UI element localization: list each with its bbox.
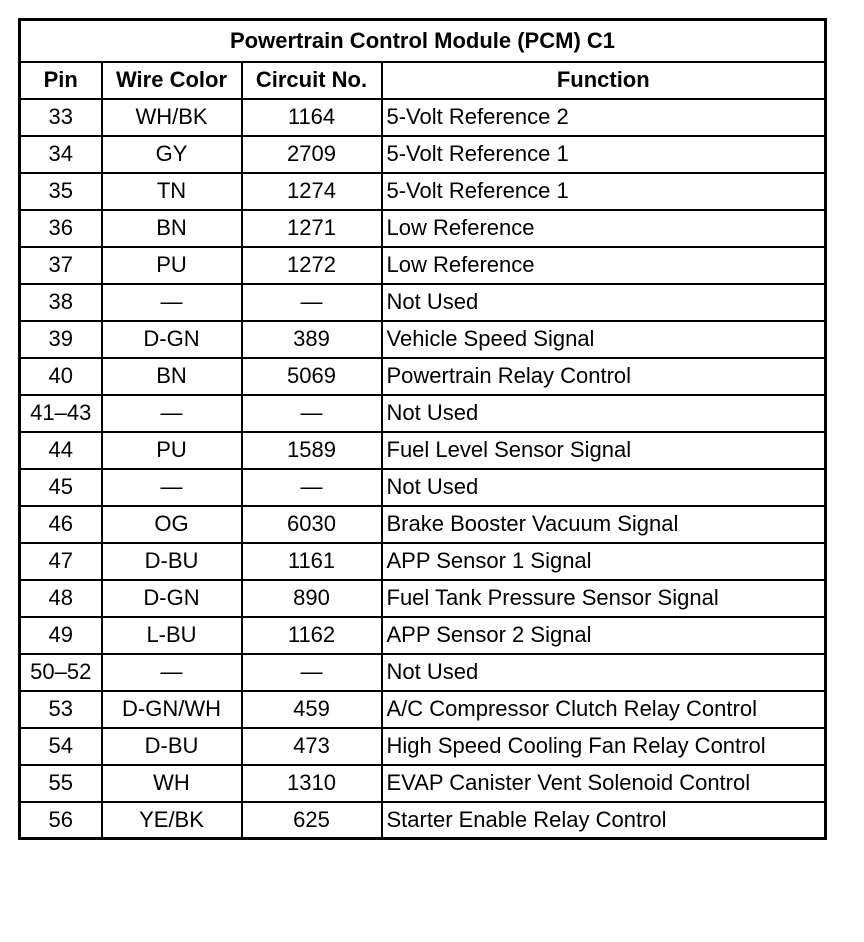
table-row — [20, 691, 826, 728]
cell-circuit-no: — — [242, 469, 382, 506]
cell-wire-color: D-GN/WH — [102, 691, 242, 728]
cell-wire-color: — — [102, 284, 242, 321]
cell-circuit-no: — — [242, 395, 382, 432]
cell-wire-color: TN — [102, 173, 242, 210]
cell-circuit-no: — — [242, 284, 382, 321]
table-row — [20, 395, 826, 432]
cell-pin: 36 — [20, 210, 102, 247]
cell-circuit-no: 2709 — [242, 136, 382, 173]
cell-circuit-no: 1589 — [242, 432, 382, 469]
cell-circuit-no: 459 — [242, 691, 382, 728]
cell-function: 5-Volt Reference 2 — [382, 99, 826, 136]
table-row — [20, 543, 826, 580]
cell-circuit-no: 890 — [242, 580, 382, 617]
cell-function: Low Reference — [382, 210, 826, 247]
cell-wire-color: D-GN — [102, 580, 242, 617]
cell-wire-color: D-GN — [102, 321, 242, 358]
cell-pin: 55 — [20, 765, 102, 802]
cell-wire-color: — — [102, 395, 242, 432]
table-row — [20, 580, 826, 617]
cell-circuit-no: 473 — [242, 728, 382, 765]
cell-circuit-no: 389 — [242, 321, 382, 358]
table-row — [20, 728, 826, 765]
cell-pin: 48 — [20, 580, 102, 617]
cell-function: APP Sensor 1 Signal — [382, 543, 826, 580]
table-row — [20, 654, 826, 691]
header-wire-color: Wire Color — [102, 62, 242, 99]
cell-pin: 39 — [20, 321, 102, 358]
cell-pin: 38 — [20, 284, 102, 321]
header-function: Function — [382, 62, 826, 99]
cell-wire-color: L-BU — [102, 617, 242, 654]
cell-wire-color: BN — [102, 358, 242, 395]
cell-pin: 35 — [20, 173, 102, 210]
cell-function: High Speed Cooling Fan Relay Control — [382, 728, 826, 765]
table-row — [20, 358, 826, 395]
cell-wire-color: PU — [102, 432, 242, 469]
cell-pin: 46 — [20, 506, 102, 543]
cell-circuit-no: 625 — [242, 802, 382, 839]
cell-wire-color: PU — [102, 247, 242, 284]
pcm-connector-table — [18, 18, 827, 840]
cell-circuit-no: 1310 — [242, 765, 382, 802]
table-row — [20, 210, 826, 247]
cell-function: EVAP Canister Vent Solenoid Control — [382, 765, 826, 802]
table-row — [20, 136, 826, 173]
title-row — [20, 20, 826, 62]
cell-pin: 50–52 — [20, 654, 102, 691]
table-row — [20, 765, 826, 802]
cell-pin: 54 — [20, 728, 102, 765]
cell-function: Powertrain Relay Control — [382, 358, 826, 395]
cell-function: Not Used — [382, 284, 826, 321]
table-row — [20, 284, 826, 321]
cell-pin: 49 — [20, 617, 102, 654]
cell-function: Fuel Tank Pressure Sensor Signal — [382, 580, 826, 617]
table-row — [20, 506, 826, 543]
table-row — [20, 432, 826, 469]
cell-pin: 33 — [20, 99, 102, 136]
cell-pin: 37 — [20, 247, 102, 284]
cell-wire-color: — — [102, 654, 242, 691]
cell-function: APP Sensor 2 Signal — [382, 617, 826, 654]
cell-wire-color: WH/BK — [102, 99, 242, 136]
table-row — [20, 173, 826, 210]
cell-circuit-no: 1161 — [242, 543, 382, 580]
table-row — [20, 617, 826, 654]
cell-wire-color: — — [102, 469, 242, 506]
cell-function: Not Used — [382, 654, 826, 691]
cell-circuit-no: 1164 — [242, 99, 382, 136]
cell-circuit-no: 6030 — [242, 506, 382, 543]
header-pin: Pin — [20, 62, 102, 99]
cell-pin: 47 — [20, 543, 102, 580]
cell-pin: 34 — [20, 136, 102, 173]
table-row — [20, 802, 826, 839]
cell-wire-color: D-BU — [102, 543, 242, 580]
cell-pin: 40 — [20, 358, 102, 395]
header-circuit-no: Circuit No. — [242, 62, 382, 99]
cell-pin: 44 — [20, 432, 102, 469]
cell-function: Brake Booster Vacuum Signal — [382, 506, 826, 543]
cell-wire-color: BN — [102, 210, 242, 247]
cell-function: 5-Volt Reference 1 — [382, 136, 826, 173]
table-row — [20, 321, 826, 358]
cell-pin: 56 — [20, 802, 102, 839]
cell-function: Low Reference — [382, 247, 826, 284]
table-row — [20, 247, 826, 284]
cell-wire-color: OG — [102, 506, 242, 543]
cell-wire-color: GY — [102, 136, 242, 173]
cell-pin: 45 — [20, 469, 102, 506]
cell-function: Not Used — [382, 469, 826, 506]
cell-circuit-no: 5069 — [242, 358, 382, 395]
table-row — [20, 99, 826, 136]
cell-function: A/C Compressor Clutch Relay Control — [382, 691, 826, 728]
table-title: Powertrain Control Module (PCM) C1 — [20, 20, 826, 62]
cell-function: Not Used — [382, 395, 826, 432]
table-row — [20, 469, 826, 506]
cell-circuit-no: 1162 — [242, 617, 382, 654]
cell-circuit-no: 1272 — [242, 247, 382, 284]
cell-circuit-no: 1271 — [242, 210, 382, 247]
cell-function: Vehicle Speed Signal — [382, 321, 826, 358]
cell-function: Fuel Level Sensor Signal — [382, 432, 826, 469]
cell-pin: 53 — [20, 691, 102, 728]
cell-circuit-no: 1274 — [242, 173, 382, 210]
cell-pin: 41–43 — [20, 395, 102, 432]
cell-wire-color: D-BU — [102, 728, 242, 765]
header-row — [20, 62, 826, 99]
cell-function: Starter Enable Relay Control — [382, 802, 826, 839]
cell-circuit-no: — — [242, 654, 382, 691]
cell-function: 5-Volt Reference 1 — [382, 173, 826, 210]
cell-wire-color: WH — [102, 765, 242, 802]
cell-wire-color: YE/BK — [102, 802, 242, 839]
